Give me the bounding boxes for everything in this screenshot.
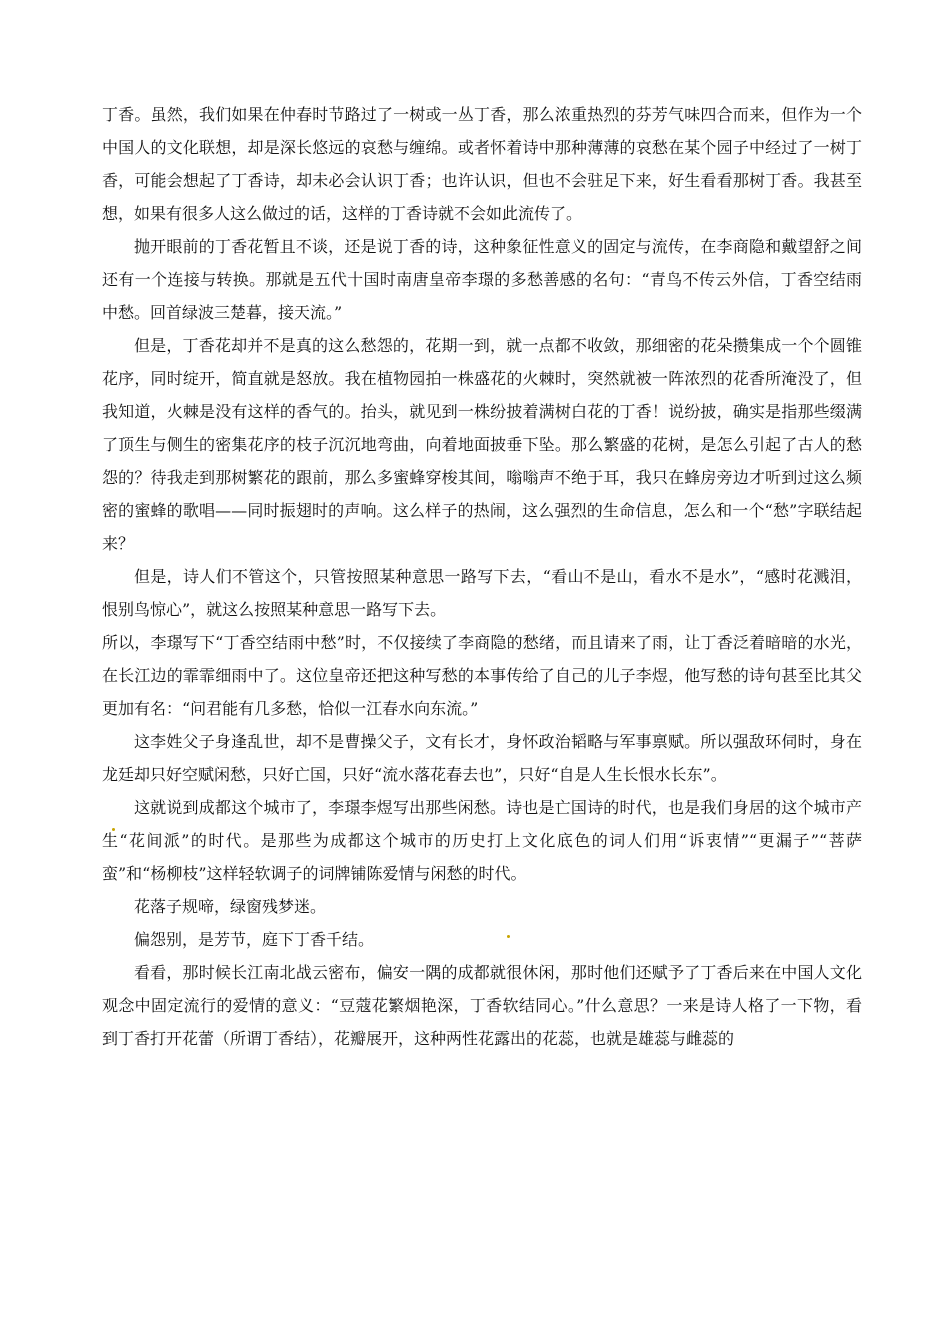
paragraph-6: 这李姓父子身逢乱世，却不是曹操父子，文有长才，身怀政治韬略与军事禀赋。所以强敌环伺时，身在龙廷却只好空赋闲愁，只好亡国，只好“流水落花春去也”，只好“自是人生长恨水长东”。 xyxy=(102,732,862,784)
poem-line-2: 偏怨别，是芳节，庭下丁香千结。 xyxy=(134,930,375,949)
marker-dot xyxy=(112,828,115,831)
poem-line-1: 花落子规啼，绿窗残梦迷。 xyxy=(134,897,327,916)
paragraph-3: 但是，丁香花却并不是真的这么愁怨的，花期一到，就一点都不收敛，那细密的花朵攒集成一个个圆锥花序，同时绽开，简直就是怒放。我在植物园拍一株盛花的火棘时，突然就被一阵浓烈的花香所淹没了，但我知道，火棘是没有这样的香气的。抬头，就见到一株纷披着满树白花的丁香！说纷披，确实是指那些缀满了顶生与侧生的密集花序的枝子沉沉地弯曲，向着地面披垂下坠。那么繁盛的花树，是怎么引起了古人的愁怨的？待我走到那树繁花的跟前，那么多蜜蜂穿梭其间，嗡嗡声不绝于耳，我只在蜂房旁边才听到过这么频密的蜜蜂的歌唱——同时振翅时的声响。这么样子的热闹，这么强烈的生命信息，怎么和一个“愁”字联结起来？ xyxy=(102,336,862,553)
paragraph-1: 丁香。虽然，我们如果在仲春时节路过了一树或一丛丁香，那么浓重热烈的芬芳气味四合而来，但作为一个中国人的文化联想，却是深长悠远的哀愁与缠绵。或者怀着诗中那种薄薄的哀愁在某个园子中经过了一树丁香，可能会想起了丁香诗，却未必会认识丁香；也许认识，但也不会驻足下来，好生看看那树丁香。我甚至想，如果有很多人这么做过的话，这样的丁香诗就不会如此流传了。 xyxy=(102,105,862,223)
paragraph-4: 但是，诗人们不管这个，只管按照某种意思一路写下去，“看山不是山，看水不是水”，“感时花溅泪，恨别鸟惊心”，就这么按照某种意思一路写下去。 xyxy=(102,567,862,619)
paragraph-5: 所以，李璟写下“丁香空结雨中愁”时，不仅接续了李商隐的愁绪，而且请来了雨，让丁香泛着暗暗的水光，在长江边的霏霏细雨中了。这位皇帝还把这种写愁的本事传给了自己的儿子李煜，他写愁的诗句甚至比其父更加有名：“问君能有几多愁，恰似一江春水向东流。” xyxy=(102,633,862,718)
article-body xyxy=(102,98,862,1055)
paragraph-2: 抛开眼前的丁香花暂且不谈，还是说丁香的诗，这种象征性意义的固定与流传，在李商隐和戴望舒之间还有一个连接与转换。那就是五代十国时南唐皇帝李璟的多愁善感的名句：“青鸟不传云外信，丁香空结雨中愁。回首绿波三楚暮，接天流。” xyxy=(102,237,862,322)
marker-dot xyxy=(507,935,510,938)
paragraph-7: 这就说到成都这个城市了，李璟李煜写出那些闲愁。诗也是亡国诗的时代，也是我们身居的这个城市产生“花间派”的时代。是那些为成都这个城市的历史打上文化底色的词人们用“诉衷情”“更漏子”“菩萨蛮”和“杨柳枝”这样轻软调子的词牌铺陈爱情与闲愁的时代。 xyxy=(102,798,862,883)
paragraph-8: 看看，那时候长江南北战云密布，偏安一隅的成都就很休闲，那时他们还赋予了丁香后来在中国人文化观念中固定流行的爱情的意义：“豆蔻花繁烟艳深，丁香软结同心。”什么意思？一来是诗人格了一下物，看到丁香打开花蕾（所谓丁香结），花瓣展开，这种两性花露出的花蕊，也就是雄蕊与雌蕊的 xyxy=(102,963,862,1048)
